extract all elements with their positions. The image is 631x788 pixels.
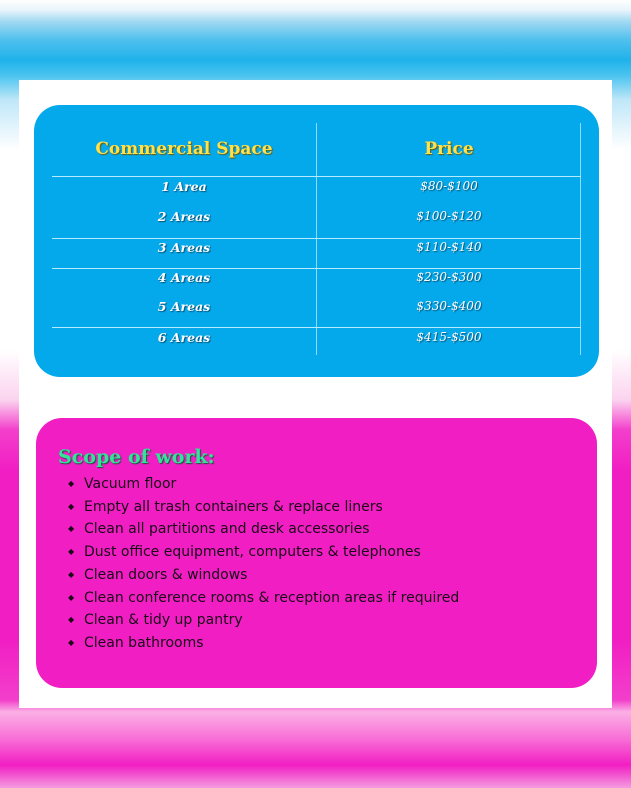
row-rule xyxy=(52,268,581,269)
scope-title: Scope of work: xyxy=(58,446,215,468)
diamond-bullet-icon: ◆ xyxy=(68,524,75,534)
area-cell: 1 Area xyxy=(161,179,207,194)
price-cell: $230-$300 xyxy=(416,270,482,284)
diamond-bullet-icon: ◆ xyxy=(68,615,75,625)
price-cell: $100-$120 xyxy=(416,209,482,223)
table-row xyxy=(34,299,599,319)
scope-list xyxy=(68,473,459,655)
list-item-text: Clean & tidy up pantry xyxy=(84,612,243,629)
list-item xyxy=(68,541,459,564)
price-cell: $80-$100 xyxy=(420,179,478,193)
page-sheet xyxy=(19,80,612,708)
row-rule xyxy=(52,327,581,328)
row-rule xyxy=(52,238,581,239)
header-commercial-space: Commercial Space xyxy=(95,139,273,159)
list-item-text: Empty all trash containers & replace liners xyxy=(84,498,383,515)
list-item xyxy=(68,518,459,541)
list-item-text: Clean bathrooms xyxy=(84,634,204,651)
table-right-border xyxy=(580,123,581,355)
diamond-bullet-icon: ◆ xyxy=(68,547,75,557)
list-item-text: Clean all partitions and desk accessories xyxy=(84,521,370,538)
list-item-text: Clean doors & windows xyxy=(84,566,248,583)
table-row xyxy=(34,270,599,290)
diamond-bullet-icon: ◆ xyxy=(68,569,75,579)
area-cell: 4 Areas xyxy=(157,270,211,285)
header-rule xyxy=(52,176,581,177)
price-cell: $415-$500 xyxy=(416,330,482,344)
list-item xyxy=(68,609,459,632)
scope-of-work-panel xyxy=(36,418,597,688)
diamond-bullet-icon: ◆ xyxy=(68,479,75,488)
column-divider xyxy=(316,123,317,355)
table-row xyxy=(34,179,599,199)
table-row xyxy=(34,240,599,260)
diamond-bullet-icon: ◆ xyxy=(68,501,75,511)
area-cell: 6 Areas xyxy=(157,330,211,345)
list-item xyxy=(68,587,459,610)
area-cell: 3 Areas xyxy=(157,240,211,255)
table-row xyxy=(34,330,599,350)
header-price: Price xyxy=(424,139,474,159)
list-item xyxy=(68,473,459,496)
diamond-bullet-icon: ◆ xyxy=(68,592,75,602)
list-item-text: Clean conference rooms & reception areas if required xyxy=(84,589,460,606)
table-row xyxy=(34,209,599,229)
area-cell: 2 Areas xyxy=(157,209,211,224)
list-item xyxy=(68,564,459,587)
list-item-text: Vacuum floor xyxy=(84,475,177,492)
pricing-table xyxy=(34,105,599,377)
area-cell: 5 Areas xyxy=(157,299,211,314)
price-cell: $110-$140 xyxy=(416,240,482,254)
list-item xyxy=(68,632,459,655)
list-item xyxy=(68,496,459,519)
price-cell: $330-$400 xyxy=(416,299,482,313)
list-item-text: Dust office equipment, computers & telephones xyxy=(84,544,421,561)
diamond-bullet-icon: ◆ xyxy=(68,637,75,647)
